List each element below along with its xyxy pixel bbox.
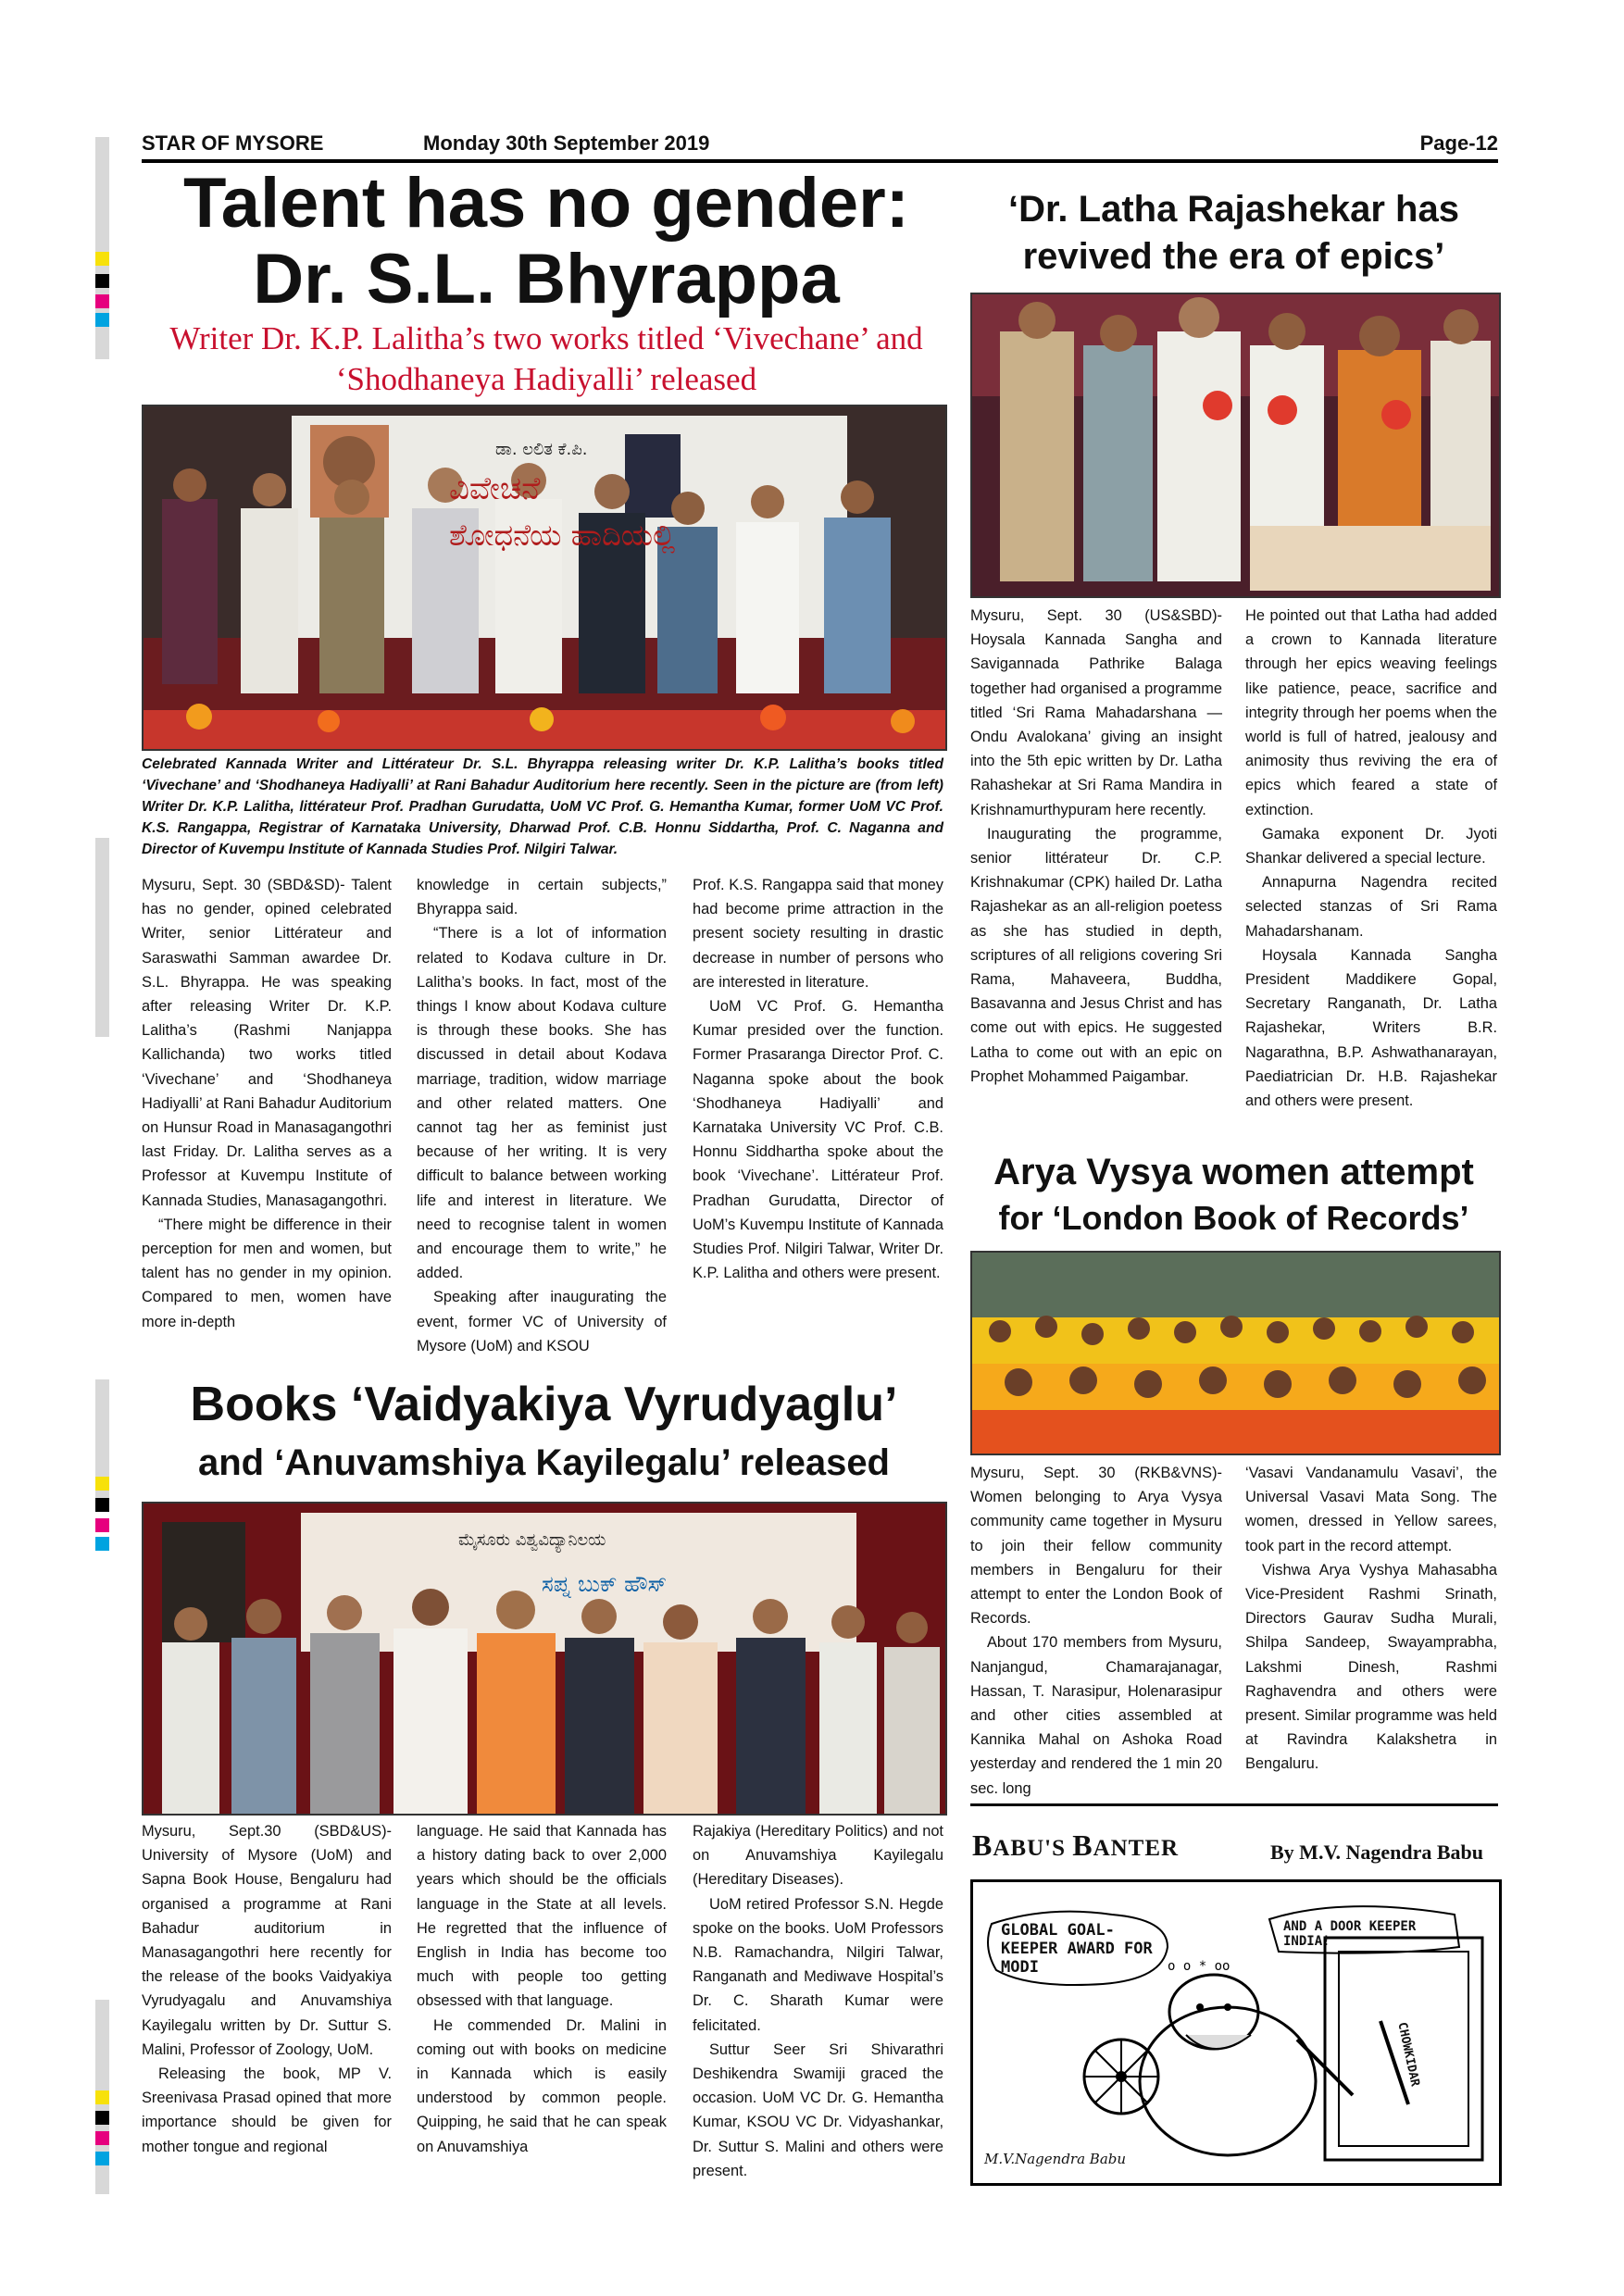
story1-column1 xyxy=(142,873,392,1334)
story2-c1-p1: Mysuru, Sept. 30 (US&SBD)- Hoysala Kannada Sangha and Savigannada Pathrike Balaga together had organised a programme titled ‘Sri Rama Mahadarshana — Ondu Avalokana’ giving an insight into the 5th epic written by Dr. Latha Rahashekar at Sri Rama Mandira in Krishnamurthypuram here recently. xyxy=(970,607,1222,818)
banter-byline: By M.V. Nagendra Babu xyxy=(1270,1841,1484,1864)
story2-c2-p3: Annapurna Nagendra recited selected stanzas of Sri Rama Mahadarshanam. xyxy=(1245,874,1497,940)
story2-c1-p2: Inaugurating the programme, senior littérateur Dr. C.P. Krishnakumar (CPK) hailed Dr. Latha Rajashekar as an all-religion poetess as she has studied in depth, scriptures of all religions covering Sri Rama, Mahaveera, Buddha, Basavanna and Jesus Christ and has come out with epics. He suggested Latha to come out with an epic on Prophet Mohammed Paigambar. xyxy=(970,825,1222,1085)
story1-c2-p2: “There is a lot of information related to Kodava culture in Dr. Lalitha’s books. In fact, most of the things I know about Kodava culture is through these books. She has discussed in detail about Kodava marriage, tradition, widow marriage and other related matters. One cannot tag her as feminist just because of her writing. It is very difficult to balance between working life and interest in literature. We need to recognise talent in women and encourage them to write,” he added. xyxy=(417,925,667,1282)
story1-c3-p2: UoM VC Prof. G. Hemantha Kumar presided over the function. Former Prasaranga Director Prof. C. Naganna spoke about the book ‘Shodhaneya Hadiyalli’ and Karnataka University VC Prof. C.B. Honnu Siddhartha spoke about the book ‘Vivechane’. Littérateur Prof. Pradhan Gurudatta, Director of UoM’s Kuvempu Institute of Kannada Studies Prof. Nilgiri Talwar, Writer Dr. K.P. Lalitha and others were present. xyxy=(693,998,943,1282)
reg-mark-yellow xyxy=(95,1477,109,1491)
story3-headline-line2: for ‘London Book of Records’ xyxy=(998,1199,1469,1237)
story3-c1-p2: About 170 members from Mysuru, Nanjangud, Chamarajanagar, Hassan, T. Narasipur, Holenarasipur and other cities assembled at Kannika Mahal on Ashoka Road yesterday and rendered the 1 min 20 sec. long xyxy=(970,1634,1222,1797)
story4-photo-banner-line2: ಸಪ್ನ ಬುಕ್ ಹೌಸ್ xyxy=(542,1571,668,1597)
reg-mark-black xyxy=(95,2111,109,2125)
story4-column2 xyxy=(417,1819,667,2159)
story1-photo-banner-line1: ಡಾ. ಲಲಿತ ಕೆ.ಪಿ. xyxy=(495,440,588,459)
page-number: Page-12 xyxy=(1419,131,1498,155)
story1-c1-p2: “There might be difference in their perception for men and women, but talent has no gender in my opinion. Compared to men, women have more in-depth xyxy=(142,1216,392,1330)
story4-c3-p2: UoM retired Professor S.N. Hegde spoke on the books. UoM Professors N.B. Ramachandra, Nilgiri Talwar, Ranganath and Mediwave Hospital’s Dr. C. Sharath Kumar were felicitated. xyxy=(693,1895,943,2034)
story4-headline-line1: Books ‘Vaidyakiya Vyrudyaglu’ xyxy=(190,1378,898,1431)
story2-c2-p1: He pointed out that Latha had added a crown to Kannada literature through her epics weaving feelings like patience, peace, sacrifice and integrity through her poems when the world is full of hatred, jealousy and animosity thus reviving the era of epics which feared a state of extinction. xyxy=(1245,607,1497,818)
story4-photo xyxy=(142,1502,947,1816)
story3-photo xyxy=(970,1251,1501,1455)
reg-mark-black xyxy=(95,1498,109,1512)
reg-mark-cyan xyxy=(95,313,109,327)
reg-mark-cyan xyxy=(95,2152,109,2165)
banter-door-label: CHOWKIDAR xyxy=(1394,2021,1422,2089)
story1-dek-line2: ‘Shodhaneya Hadiyalli’ released xyxy=(335,361,757,397)
banter-bubble-right: AND A DOOR KEEPER INDIA! xyxy=(1283,1919,1417,1949)
paper-name: STAR OF MYSORE xyxy=(142,131,324,155)
story2-column1 xyxy=(970,604,1222,1089)
story4-headline-line2: and ‘Anuvamshiya Kayilegalu’ released xyxy=(198,1442,890,1483)
story4-column3 xyxy=(693,1819,943,2183)
reg-mark-magenta xyxy=(95,294,109,308)
svg-text:o o * oo: o o * oo xyxy=(1168,1959,1230,1974)
story4-c1-p2: Releasing the book, MP V. Sreenivasa Prasad opined that more importance should be given for mother tongue and regional xyxy=(142,2065,392,2155)
story3-c1-p1: Mysuru, Sept. 30 (RKB&VNS)- Women belonging to Arya Vysya community came together in Mysuru to join their fellow community members in Bengaluru for their attempt to enter the London Book of Records. xyxy=(970,1465,1222,1628)
story1-c2-p1: knowledge in certain subjects,” Bhyrappa said. xyxy=(417,877,667,918)
story4-c3-p3: Suttur Seer Sri Shivarathri Deshikendra Swamiji graced the occasion. UoM VC Dr. G. Hemantha Kumar, KSOU VC Dr. Vidyashankar, Dr. Suttur S. Malini and others were present. xyxy=(693,2040,943,2179)
story1-c3-p1: Prof. K.S. Rangappa said that money had become prime attraction in the present society resulting in drastic decrease in number of persons who are interested in literature. xyxy=(693,877,943,991)
banter-title-b2: B xyxy=(1072,1828,1093,1862)
banter-signature: M.V.Nagendra Babu xyxy=(984,2151,1127,2167)
story1-c2-p3: Speaking after inaugurating the event, former VC of University of Mysore (UoM) and KSOU xyxy=(417,1289,667,1354)
story1-headline-line2: Dr. S.L. Bhyrappa xyxy=(253,240,840,318)
banter-cartoon xyxy=(970,1879,1502,2186)
story1-caption: Celebrated Kannada Writer and Littérateur Dr. S.L. Bhyrappa releasing writer Dr. K.P. Lalitha’s books titled ‘Vivechane’ and ‘Shodhaneya Hadiyalli’ at Rani Bahadur Auditorium here recently. Seen in the picture are (from left) Writer Dr. K.P. Lalitha, littérateur Prof. Pradhan Gurudatta, UoM VC Prof. G. Hemantha Kumar, former UoM VC Prof. K.S. Rangappa, Registrar of Karnataka University, Dharwad Prof. C.B. Honnu Siddartha, Prof. C. Naganna and Director of Kuvempu Institute of Kannada Studies Prof. Nilgiri Talwar. xyxy=(142,756,943,857)
story2-c2-p4: Hoysala Kannada Sangha President Maddikere Gopal, Secretary Ranganath, Dr. Latha Rajashekar, Writers B.R. Nagarathna, B.P. Ashwathanarayan, Paediatrician Dr. H.B. Rajashekar and others were present. xyxy=(1245,946,1497,1110)
story3-column2 xyxy=(1245,1461,1497,1777)
story2-headline-line2: revived the era of epics’ xyxy=(1022,236,1445,277)
reg-mark-yellow xyxy=(95,252,109,266)
issue-date: Monday 30th September 2019 xyxy=(423,131,710,155)
banter-title-anter: ANTER xyxy=(1093,1836,1180,1861)
story4-photo-banner-line1: ಮೈಸೂರು ವಿಶ್ವವಿದ್ಯಾನಿಲಯ xyxy=(458,1530,606,1550)
story1-headline-line1: Talent has no gender: xyxy=(182,164,909,243)
story3-column1 xyxy=(970,1461,1222,1801)
story2-photo xyxy=(970,293,1501,598)
story3-headline-line1: Arya Vysya women attempt xyxy=(993,1152,1474,1192)
banter-title-b: B xyxy=(972,1828,993,1862)
story3-c2-p1: ‘Vasavi Vandanamulu Vasavi’, the Universal Vasavi Mata Song. The women, dressed in Yellow sarees, took part in the record attempt. xyxy=(1245,1465,1497,1554)
story1-photo xyxy=(142,405,947,751)
story4-c2-p1: language. He said that Kannada has a history dating back to over 2,000 years which should be the officials language in the State at all levels. He regretted that the influence of English in India has become too much with people too getting obsessed with that language. xyxy=(417,1823,667,2010)
story1-photo-banner-line2: ವಿವೇಚನೆ xyxy=(449,470,541,507)
story2-headline-line1: ‘Dr. Latha Rajashekar has xyxy=(1008,189,1459,230)
reg-mark-magenta xyxy=(95,1518,109,1532)
reg-mark-yellow xyxy=(95,2090,109,2104)
reg-mark-cyan xyxy=(95,1537,109,1551)
margin-bar xyxy=(95,838,109,1037)
story2-c2-p2: Gamaka exponent Dr. Jyoti Shankar delivered a special lecture. xyxy=(1245,825,1497,867)
story4-c3-p1: Rajakiya (Hereditary Politics) and not on Anuvamshiya Kayilegalu (Hereditary Diseases). xyxy=(693,1823,943,1889)
story1-photo-banner-line3: ಶೋಧನೆಯ ಹಾದಿಯಲ್ಲಿ xyxy=(449,518,676,553)
story1-column2 xyxy=(417,873,667,1358)
banter-title-abu: ABU'S xyxy=(993,1836,1073,1861)
story1-dek-line1: Writer Dr. K.P. Lalitha’s two works titled ‘Vivechane’ and xyxy=(169,320,923,356)
reg-mark-magenta xyxy=(95,2131,109,2145)
story4-c2-p2: He commended Dr. Malini in coming out with books on medicine in Kannada which is easily understood by common people. Quipping, he said that he can speak on Anuvamshiya xyxy=(417,2016,667,2155)
story1-c1-p1: Mysuru, Sept. 30 (SBD&SD)- Talent has no gender, opined celebrated Writer, senior Littérateur and Saraswathi Samman awardee Dr. S.L. Bhyrappa. He was speaking after releasing Writer Dr. K.P. Lalitha’s (Rashmi Nanjappa Kallichanda) two works titled ‘Vivechane’ and ‘Shodhaneya Hadiyalli’ at Rani Bahadur Auditorium on Hunsur Road in Manasagangothri last Friday. Dr. Lalitha serves as a Professor at Kuvempu Institute of Kannada Studies, Manasagangothri. xyxy=(142,877,392,1209)
banter-title xyxy=(972,1828,1179,1863)
banter-bubble-left: GLOBAL GOAL-KEEPER AWARD FOR MODI xyxy=(1001,1921,1153,1977)
story4-c1-p1: Mysuru, Sept.30 (SBD&US)- University of Mysore (UoM) and Sapna Book House, Bengaluru had organised a programme at Rani Bahadur auditorium in Manasagangothri here recently for the release of the books Vaidyakiya Vyrudyagalu and Anuvamshiya Kayilegalu written by Dr. Suttur S. Malini, Professor of Zoology, UoM. xyxy=(142,1823,392,2058)
masthead-rule xyxy=(142,159,1498,163)
banter-top-rule xyxy=(970,1803,1498,1806)
story4-column1 xyxy=(142,1819,392,2159)
reg-mark-black xyxy=(95,274,109,288)
story3-c2-p2: Vishwa Arya Vyshya Mahasabha Vice-President Rashmi Srinath, Directors Gaurav Sudha Murali, Shilpa Sandeep, Swayamprabha, Lakshmi Dinesh, Rashmi Raghavendra and others were present. Similar programme was held at Ravindra Kalakshetra in Bengaluru. xyxy=(1245,1561,1497,1773)
story1-column3 xyxy=(693,873,943,1285)
story2-column2 xyxy=(1245,604,1497,1113)
